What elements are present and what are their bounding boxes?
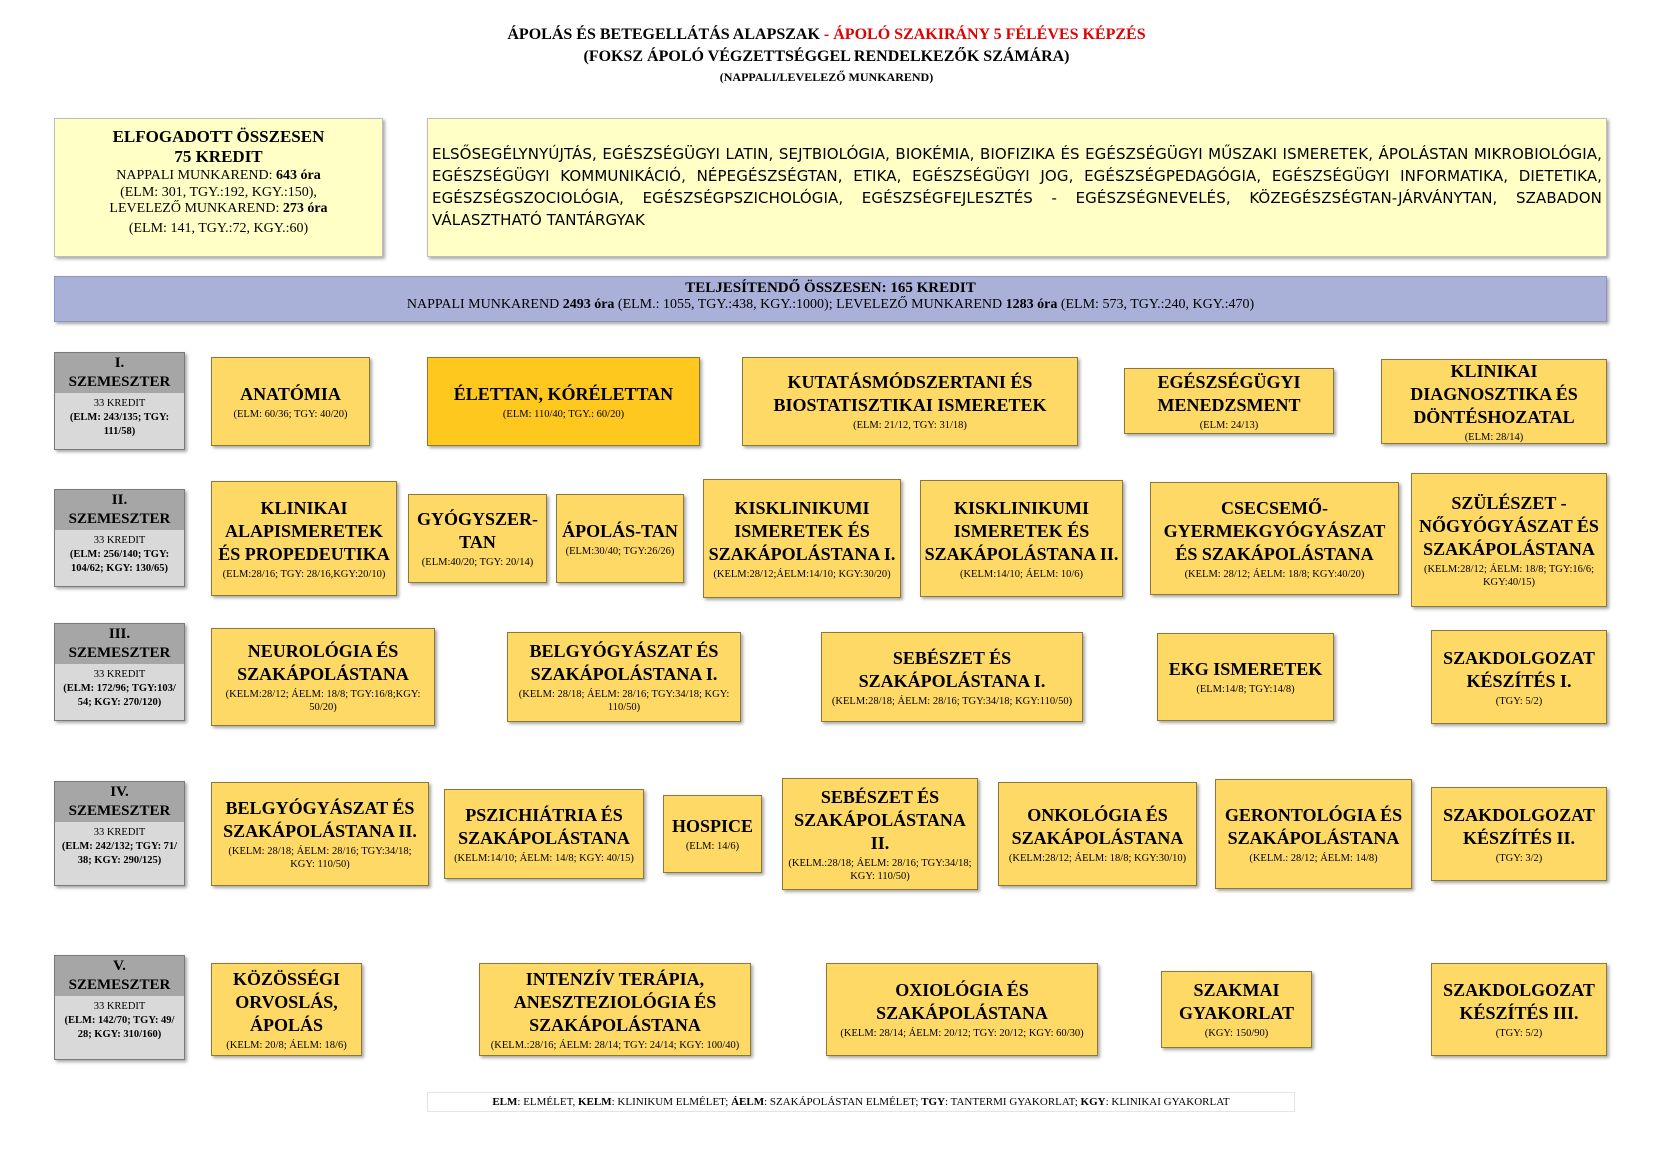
course-name: ÉLETTAN, KÓRÉLETTAN <box>453 383 674 404</box>
course-belgyogyaszat-2 <box>211 782 429 886</box>
semester-4-label <box>54 781 185 886</box>
course-hours: (ELM: 110/40; TGY.: 60/20) <box>502 408 625 420</box>
course-hours: (TGY: 3/2) <box>1495 852 1543 864</box>
course-hours: (KELM: 28/12; ÁELM: 18/8; KGY:40/20) <box>1184 568 1365 580</box>
course-name: HOSPICE <box>671 816 754 836</box>
accepted-heading: ELFOGADOTT ÖSSZESEN <box>112 127 325 146</box>
semester-detail: (ELM: 256/140; TGY: 104/62; KGY: 130/65) <box>69 549 170 574</box>
total-corr-detail: (ELM: 573, TGY.:240, KGY.:470) <box>1057 297 1255 312</box>
accepted-day-line <box>55 168 382 185</box>
course-szakdolgozat-3 <box>1431 963 1607 1056</box>
accepted-corr-label: LEVELEZŐ MUNKAREND: <box>109 201 283 217</box>
course-szakmai-gyakorlat <box>1161 971 1312 1048</box>
accepted-corr-line <box>55 201 382 218</box>
legend-value: : SZAKÁPOLÁSTAN ELMÉLET; <box>764 1096 922 1108</box>
course-hours: (ELM:14/8; TGY:14/8) <box>1196 684 1295 695</box>
total-credits-bar <box>54 276 1607 322</box>
semester-5-label <box>54 955 185 1060</box>
total-hours-line <box>55 297 1606 313</box>
course-neurologia <box>211 628 435 726</box>
course-intenziv-terapia <box>479 963 751 1056</box>
semester-credit: 33 KREDIT <box>93 669 146 680</box>
page-subtitle: (FOKSZ ÁPOLÓ VÉGZETTSÉGGEL RENDELKEZŐK SZÁMÁRA) <box>583 48 1070 65</box>
total-day-hours: 2493 óra <box>562 297 615 312</box>
course-hours: (ELM:30/40; TGY:26/26) <box>565 545 675 557</box>
accepted-credits: 75 KREDIT <box>174 147 263 167</box>
title-specialization: ÁPOLÓ SZAKIRÁNY 5 FÉLÉVES KÉPZÉS <box>833 26 1146 43</box>
semester-number: I. <box>114 355 125 371</box>
course-name: CSECSEMŐ-GYERMEKGYÓGYÁSZAT ÉS SZAKÁPOLÁSTANA <box>1163 497 1386 564</box>
course-name: SZAKDOLGOZAT KÉSZÍTÉS III. <box>1443 980 1595 1023</box>
semester-detail: (ELM: 243/135; TGY: 111/58) <box>69 412 170 437</box>
course-apolastan <box>556 494 684 583</box>
semester-1-title <box>55 353 184 393</box>
course-hours: (KELM.:28/18; ÁELM: 28/16; TGY:34/18; KGY: 110/50) <box>788 857 972 882</box>
course-name: KLINIKAI ALAPISMERETEK ÉS PROPEDEUTIKA <box>218 497 390 564</box>
legend-value: : KLINIKAI GYAKORLAT <box>1105 1096 1230 1108</box>
legend-key: TGY <box>921 1096 946 1108</box>
course-szakdolgozat-2 <box>1431 787 1607 881</box>
course-oxiologia <box>826 963 1098 1056</box>
course-name: KUTATÁSMÓDSZERTANI ÉS BIOSTATISZTIKAI ISMERETEK <box>773 372 1047 415</box>
semester-word: SZEMESZTER <box>68 977 171 993</box>
total-corr-hours: 1283 óra <box>1005 297 1058 312</box>
course-elettan <box>427 357 700 446</box>
semester-5-body <box>55 996 184 1059</box>
semester-number: III. <box>108 626 131 642</box>
course-hours: (KELM: 28/18; ÁELM: 28/16; TGY:34/18; KGY: 110/50) <box>228 846 412 870</box>
abbreviation-legend <box>427 1092 1295 1112</box>
course-szuleszet-nogyogyaszat <box>1411 473 1607 607</box>
course-hours: (KELM:28/12; ÁELM: 18/8; TGY:16/6; KGY:40/15) <box>1423 563 1595 588</box>
course-name: OXIOLÓGIA ÉS SZAKÁPOLÁSTANA <box>876 980 1048 1023</box>
semester-word: SZEMESZTER <box>68 645 171 661</box>
course-kutatasmodszertan <box>742 357 1078 446</box>
course-name: BELGYÓGYÁSZAT ÉS SZAKÁPOLÁSTANA II. <box>223 798 417 841</box>
semester-1-body <box>55 393 184 449</box>
course-name: SZÜLÉSZET - NŐGYÓGYÁSZAT ÉS SZAKÁPOLÁSTANA <box>1419 492 1599 559</box>
course-hours: (KELM:28/12; ÁELM: 18/8; KGY:30/10) <box>1008 852 1187 864</box>
course-anatomia <box>211 357 370 446</box>
course-hours: (KELM: 28/14; ÁELM: 20/12; TGY: 20/12; KGY: 60/30) <box>840 1028 1084 1039</box>
course-name: KISKLINIKUMI ISMERETEK ÉS SZAKÁPOLÁSTANA II. <box>924 497 1119 564</box>
course-hours: (KELM:28/18; ÁELM: 28/16; TGY:34/18; KGY:110/50) <box>831 695 1073 707</box>
course-ekg <box>1157 633 1334 721</box>
course-hours: (KELM.: 28/12; ÁELM: 14/8) <box>1249 852 1378 864</box>
semester-2-title <box>55 490 184 530</box>
course-onkologia <box>998 782 1197 886</box>
accepted-credits-box <box>54 118 383 257</box>
course-klinikai-alapismeretek <box>211 481 397 596</box>
course-gerontologia <box>1215 779 1412 889</box>
course-hours: (KELM: 20/8; ÁELM: 18/6) <box>226 1039 347 1051</box>
semester-1-label <box>54 352 185 450</box>
course-hours: (ELM:40/20; TGY: 20/14) <box>421 557 534 568</box>
legend-key: KELM <box>578 1096 612 1108</box>
work-mode: (NAPPALI/LEVELEZŐ MUNKAREND) <box>719 70 934 84</box>
title-main: ÁPOLÁS ÉS BETEGELLÁTÁS ALAPSZAK <box>507 26 820 43</box>
course-name: GYÓGYSZER-TAN <box>416 509 539 552</box>
course-name: SZAKDOLGOZAT KÉSZÍTÉS I. <box>1443 647 1595 691</box>
course-name: SEBÉSZET ÉS SZAKÁPOLÁSTANA II. <box>794 786 966 853</box>
course-name: SZAKDOLGOZAT KÉSZÍTÉS II. <box>1443 804 1595 848</box>
accepted-corr-detail: (ELM: 141, TGY.:72, KGY.:60) <box>128 221 309 237</box>
course-hours: (ELM: 60/36; TGY: 40/20) <box>233 408 348 420</box>
total-day-detail: (ELM.: 1055, TGY.:438, KGY.:1000); <box>614 297 837 312</box>
course-hours: (TGY: 5/2) <box>1495 1028 1543 1039</box>
course-hours: (TGY: 5/2) <box>1495 695 1543 707</box>
course-name: GERONTOLÓGIA ÉS SZAKÁPOLÁSTANA <box>1224 804 1403 848</box>
total-day-label: NAPPALI MUNKAREND <box>406 297 563 312</box>
course-hours: (KELM: 28/18; ÁELM: 28/16; TGY:34/18; KGY: 110/50) <box>518 689 730 713</box>
total-corr-label: LEVELEZŐ MUNKAREND <box>836 297 1006 312</box>
course-name: ÁPOLÁS-TAN <box>562 520 678 541</box>
semester-3-title <box>55 624 184 664</box>
course-name: SEBÉSZET ÉS SZAKÁPOLÁSTANA I. <box>858 647 1046 691</box>
course-sebeszet-1 <box>821 632 1083 722</box>
semester-number: IV. <box>110 784 129 800</box>
course-name: ONKOLÓGIA ÉS SZAKÁPOLÁSTANA <box>1011 804 1184 848</box>
accepted-day-detail: (ELM: 301, TGY.:192, KGY.:150), <box>120 184 317 200</box>
semester-credit: 33 KREDIT <box>93 535 146 546</box>
course-hours: (ELM: 21/12, TGY: 31/18) <box>853 420 967 431</box>
course-name: SZAKMAI GYAKORLAT <box>1178 980 1295 1023</box>
course-name: INTENZÍV TERÁPIA, ANESZTEZIOLÓGIA ÉS SZAKÁPOLÁSTANA <box>513 968 717 1035</box>
course-gyogyszertan <box>408 494 547 583</box>
semester-3-body <box>55 664 184 720</box>
semester-credit: 33 KREDIT <box>93 398 146 409</box>
semester-word: SZEMESZTER <box>68 374 171 390</box>
page-title <box>0 26 1653 44</box>
semester-credit: 33 KREDIT <box>93 827 146 838</box>
course-csecsemo-gyermekgyogyaszat <box>1150 482 1399 595</box>
course-hours: (KELM:14/10; ÁELM: 10/6) <box>959 568 1084 580</box>
course-hours: (ELM: 28/14) <box>1464 431 1524 443</box>
legend-key: ELM <box>492 1096 518 1108</box>
legend-value: : KLINIKUM ELMÉLET; <box>611 1096 732 1108</box>
course-name: BELGYÓGYÁSZAT ÉS SZAKÁPOLÁSTANA I. <box>529 641 719 684</box>
course-name: KISKLINIKUMI ISMERETEK ÉS SZAKÁPOLÁSTANA I. <box>708 497 896 564</box>
course-hours: (KGY: 150/90) <box>1204 1028 1269 1039</box>
course-name: KÖZÖSSÉGI ORVOSLÁS, ÁPOLÁS <box>232 968 341 1035</box>
course-belgyogyaszat-1 <box>507 632 741 722</box>
semester-word: SZEMESZTER <box>68 511 171 527</box>
course-hours: (KELM:28/12;ÁELM:14/10; KGY:30/20) <box>713 568 891 580</box>
course-hours: (ELM: 24/13) <box>1199 419 1259 431</box>
course-pszichiatria <box>444 789 644 879</box>
legend-value: : TANTERMI GYAKORLAT; <box>945 1096 1081 1108</box>
course-name: NEUROLÓGIA ÉS SZAKÁPOLÁSTANA <box>237 641 409 684</box>
accepted-day-label: NAPPALI MUNKAREND: <box>116 167 276 183</box>
course-name: EKG ISMERETEK <box>1168 659 1323 679</box>
semester-5-title <box>55 956 184 996</box>
semester-number: V. <box>113 958 126 974</box>
course-hours: (KELM:14/10; ÁELM: 14/8; KGY: 40/15) <box>454 852 634 864</box>
accepted-day-hours: 643 óra <box>276 167 321 183</box>
course-sebeszet-2 <box>782 778 978 890</box>
semester-3-label <box>54 623 185 721</box>
legend-key: KGY <box>1080 1096 1106 1108</box>
semester-detail: (ELM: 242/132; TGY: 71/ 38; KGY: 290/125) <box>61 841 178 866</box>
course-name: EGÉSZSÉGÜGYI MENEDZSMENT <box>1157 371 1301 415</box>
course-szakdolgozat-1 <box>1431 630 1607 724</box>
course-name: PSZICHIÁTRIA ÉS SZAKÁPOLÁSTANA <box>458 804 630 848</box>
semester-detail: (ELM: 142/70; TGY: 49/ 28; KGY: 310/160) <box>64 1015 175 1040</box>
semester-2-body <box>55 530 184 586</box>
legend-key: ÁELM <box>731 1096 765 1108</box>
semester-4-body <box>55 822 184 885</box>
course-name: KLINIKAI DIAGNOSZTIKA ÉS DÖNTÉSHOZATAL <box>1410 360 1578 427</box>
course-hospice <box>663 795 762 873</box>
course-menedzsment <box>1124 368 1334 434</box>
accepted-subjects-box: ELSŐSEGÉLYNYÚJTÁS, EGÉSZSÉGÜGYI LATIN, SEJTBIOLÓGIA, BIOKÉMIA, BIOFIZIKA ÉS EGÉSZSÉGÜGYI MŰSZAKI ISMERETEK, ÁPOLÁSTAN MIKROBIOLÓGIA, EGÉSZSÉGÜGYI KOMMUNIKÁCIÓ, NÉPEGÉSZSÉGTAN, ETIKA, EGÉSZSÉGÜGYI JOG, EGÉSZSÉGPEDAGÓGIA, EGÉSZSÉGÜGYI INFORMATIKA, DIETETIKA, EGÉSZSÉGSZOCIOLÓGIA, EGÉSZSÉGPSZICHOLÓGIA, EGÉSZSÉGFEJLESZTÉS - EGÉSZSÉGNEVELÉS, KÖZEGÉSZSÉGTAN-JÁRVÁNYTAN, SZABADON VÁLASZTHATÓ TANTÁRGYAK <box>427 118 1607 257</box>
title-dash: - <box>819 26 834 43</box>
course-name: ANATÓMIA <box>240 383 341 404</box>
accepted-corr-hours: 273 óra <box>282 201 328 217</box>
semester-credit: 33 KREDIT <box>93 1001 146 1012</box>
course-hours: (KELM:28/12; ÁELM: 18/8; TGY:16/8;KGY: 50/20) <box>225 689 421 713</box>
total-heading: TELJESÍTENDŐ ÖSSZESEN: 165 KREDIT <box>685 280 976 296</box>
semester-number: II. <box>111 492 128 508</box>
course-kisklinikumi-1 <box>703 479 901 598</box>
legend-value: : ELMÉLET, <box>517 1096 578 1108</box>
course-hours: (KELM.:28/16; ÁELM: 28/14; TGY: 24/14; KGY: 100/40) <box>490 1039 740 1051</box>
course-klinikai-diagnosztika <box>1381 359 1607 444</box>
course-kozossegi-orvoslas <box>211 963 362 1056</box>
semester-4-title <box>55 782 184 822</box>
course-kisklinikumi-2 <box>920 480 1123 597</box>
semester-2-label <box>54 489 185 587</box>
semester-detail: (ELM: 172/96; TGY:103/ 54; KGY: 270/120) <box>63 683 176 708</box>
course-hours: (ELM:28/16; TGY: 28/16,KGY:20/10) <box>222 568 386 580</box>
semester-word: SZEMESZTER <box>68 803 171 819</box>
course-hours: (ELM: 14/6) <box>685 841 740 852</box>
